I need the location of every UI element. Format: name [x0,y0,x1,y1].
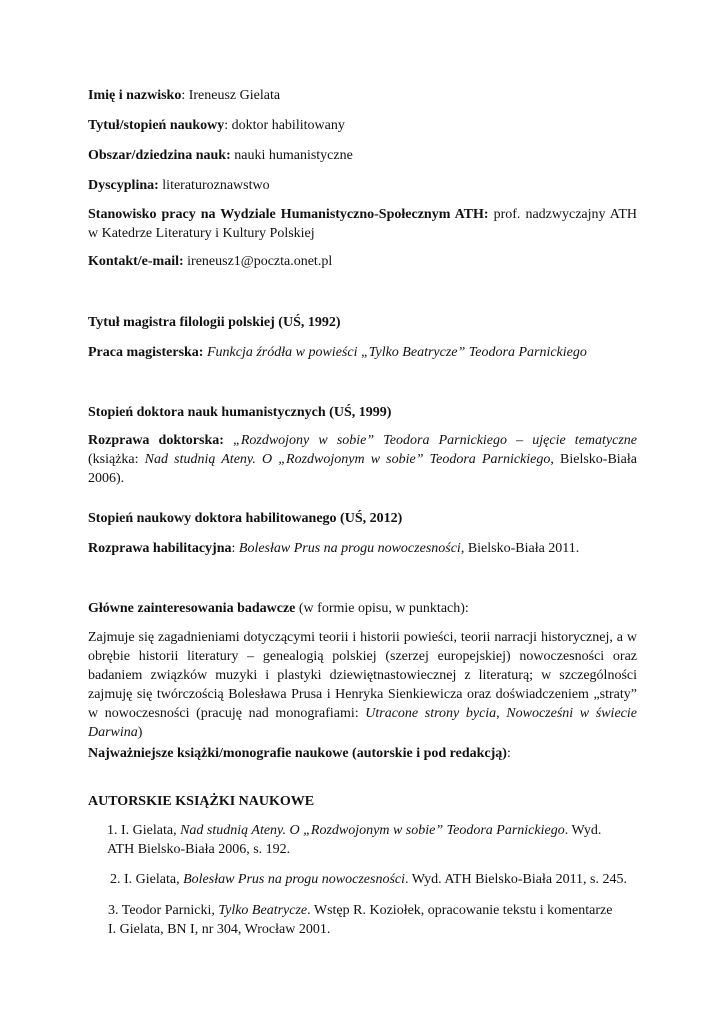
masters-thesis-line [88,344,587,361]
position-label: Stanowisko pracy na Wydziale Humanistyczno-Społecznym ATH: [88,207,489,222]
field-value: nauki humanistyczne [230,148,353,163]
title-line [88,117,345,134]
contact-label: Kontakt/e-mail: [88,254,184,269]
contact-line [88,253,332,270]
books-section-title: AUTORSKIE KSIĄŻKI NAUKOWE [88,794,315,809]
title-value: : doktor habilitowany [224,118,345,133]
field-line [88,147,353,164]
interests-paragraph: Zajmuje się zagadnieniami dotyczącymi teorii i historii powieści, teorii narracji historycznej, a w obrębie historii literatury – genealogią polskiej (szerzej europejskiej) nowoczesności oraz badaniem związków muzyki i plastyki dziewiętnastowiecznej z literaturą; w szczególności zajmuję się twórczością Bolesława Prusa i Henryka Sienkiewicza oraz doświadczeniem „straty” w nowoczesności (pracuję nad monografiami: Utracone strony bycia, Nowocześni w świecie Darwina) [88,630,637,740]
doctorate-book-suffix: , Bielsko-Biała 2006). [88,452,637,486]
monograph-1: Utracone strony bycia [365,706,497,721]
doctorate-thesis-title: „Rozdwojony w sobie” Teodora Parnickiego – ujęcie tematyczne [233,433,637,448]
doctorate-heading: Stopień doktora nauk humanistycznych (UŚ, 1999) [88,405,392,420]
books-heading: Najważniejsze książki/monografie naukowe (autorskie i pod redakcją): [88,746,511,761]
doctorate-paragraph [88,431,637,488]
book-title: Bolesław Prus na progu nowoczesności [183,872,406,887]
position-value: prof. nadzwyczajny ATH w Katedrze Literatury i Kultury Polskiej [88,207,638,241]
habilitation-thesis-title: Bolesław Prus na progu nowoczesności [238,541,461,556]
masters-heading: Tytuł magistra filologii polskiej (UŚ, 1992) [88,315,341,330]
book-title: Tylko Beatrycze [218,903,308,918]
book-item: 3. Teodor Parnicki, Tylko Beatrycze. Wstęp R. Koziołek, opracowanie tekstu i komentarze I. Gielata, BN I, nr 304, Wrocław 2001. [108,903,613,937]
masters-thesis-label: Praca magisterska: [88,345,204,360]
position-paragraph [88,205,637,243]
interests-heading: Główne zainteresowania badawcze (w formie opisu, w punktach): [88,601,469,616]
discipline-line [88,177,270,194]
habilitation-thesis-line: Rozprawa habilitacyjna: Bolesław Prus na progu nowoczesności, Bielsko-Biała 2011. [88,541,580,556]
doctorate-thesis-label: Rozprawa doktorska: [88,433,224,448]
contact-value: ireneusz1@poczta.onet.pl [183,254,333,269]
habilitation-heading: Stopień naukowy doktora habilitowanego (UŚ, 2012) [88,511,403,526]
field-label: Obszar/dziedzina nauk: [88,148,231,163]
title-label: Tytuł/stopień naukowy [88,118,225,133]
name-label: Imię i nazwisko [88,88,182,103]
masters-thesis-title: Funkcja źródła w powieści „Tylko Beatrycze” Teodora Parnickiego [206,345,587,360]
book-item: 1. I. Gielata, Nad studnią Ateny. O „Rozdwojonym w sobie” Teodora Parnickiego. Wyd. ATH Bielsko-Biała 2006, s. 192. [107,823,602,857]
discipline-label: Dyscyplina: [88,178,159,193]
name-value: : Ireneusz Gielata [181,88,281,103]
monograph-2: Nowocześni w świecie Darwina [88,706,637,740]
name-line [88,87,280,104]
doctorate-book-prefix: (książka: [88,452,145,467]
discipline-value: literaturoznawstwo [158,178,270,193]
habilitation-thesis-label: Rozprawa habilitacyjna [88,541,232,556]
doctorate-book-title: Nad studnią Ateny. O „Rozdwojonym w sobie” Teodora Parnickiego [144,452,551,467]
book-item: 2. I. Gielata, Bolesław Prus na progu nowoczesności. Wyd. ATH Bielsko-Biała 2011, s. 245. [110,872,627,887]
book-title: Nad studnią Ateny. O „Rozdwojonym w sobie” Teodora Parnickiego [180,823,565,838]
